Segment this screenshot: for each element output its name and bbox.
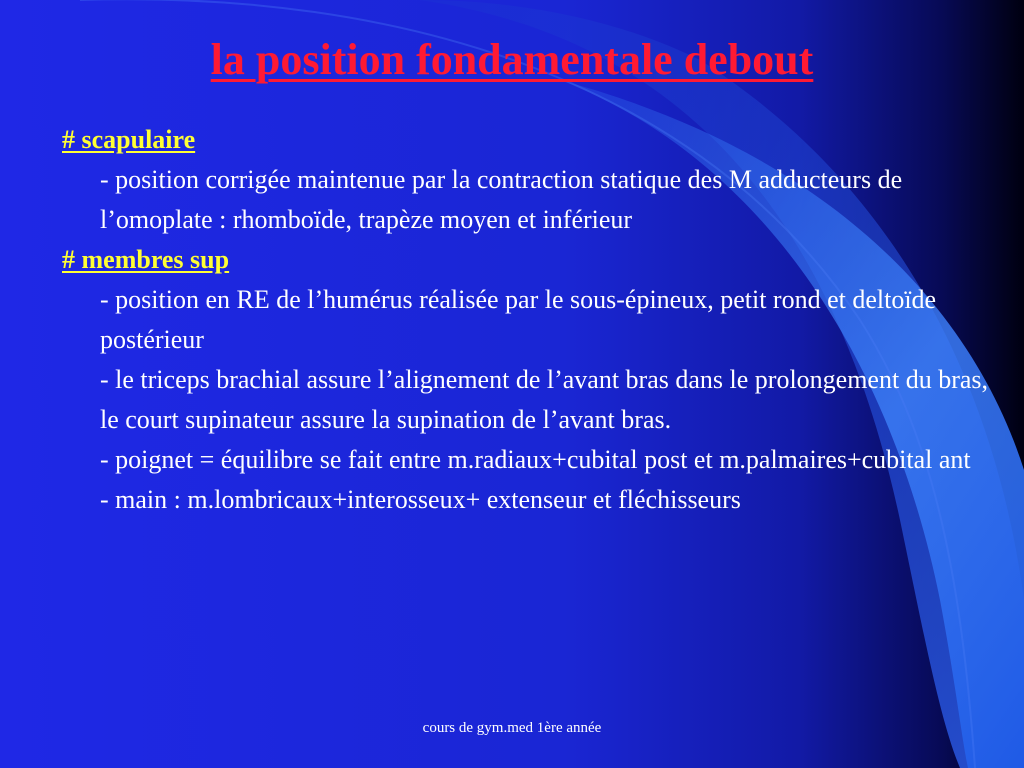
bullet-paragraph: - position en RE de l’humérus réalisée par le sous-épineux, petit rond et deltoïde postérieur	[100, 285, 937, 354]
section-heading-membres-sup: # membres sup	[62, 245, 230, 274]
bullet-paragraph: - le triceps brachial assure l’alignement de l’avant bras dans le prolongement du bras, le court supinateur assure la supination de l’avant bras.	[100, 365, 989, 434]
bullet-paragraph: - main : m.lombricaux+interosseux+ extenseur et fléchisseurs	[100, 485, 741, 514]
slide-footer: cours de gym.med 1ère année	[422, 720, 602, 736]
section-heading-scapulaire: # scapulaire	[62, 125, 196, 154]
slide-title: la position fondamentale debout	[210, 35, 814, 84]
slide-content	[62, 120, 1002, 520]
bullet-paragraph: - poignet = équilibre se fait entre m.radiaux+cubital post et m.palmaires+cubital ant	[100, 445, 971, 474]
bullet-paragraph: - position corrigée maintenue par la contraction statique des M adducteurs de l’omoplate : rhomboïde, trapèze moyen et inférieur	[100, 165, 903, 234]
